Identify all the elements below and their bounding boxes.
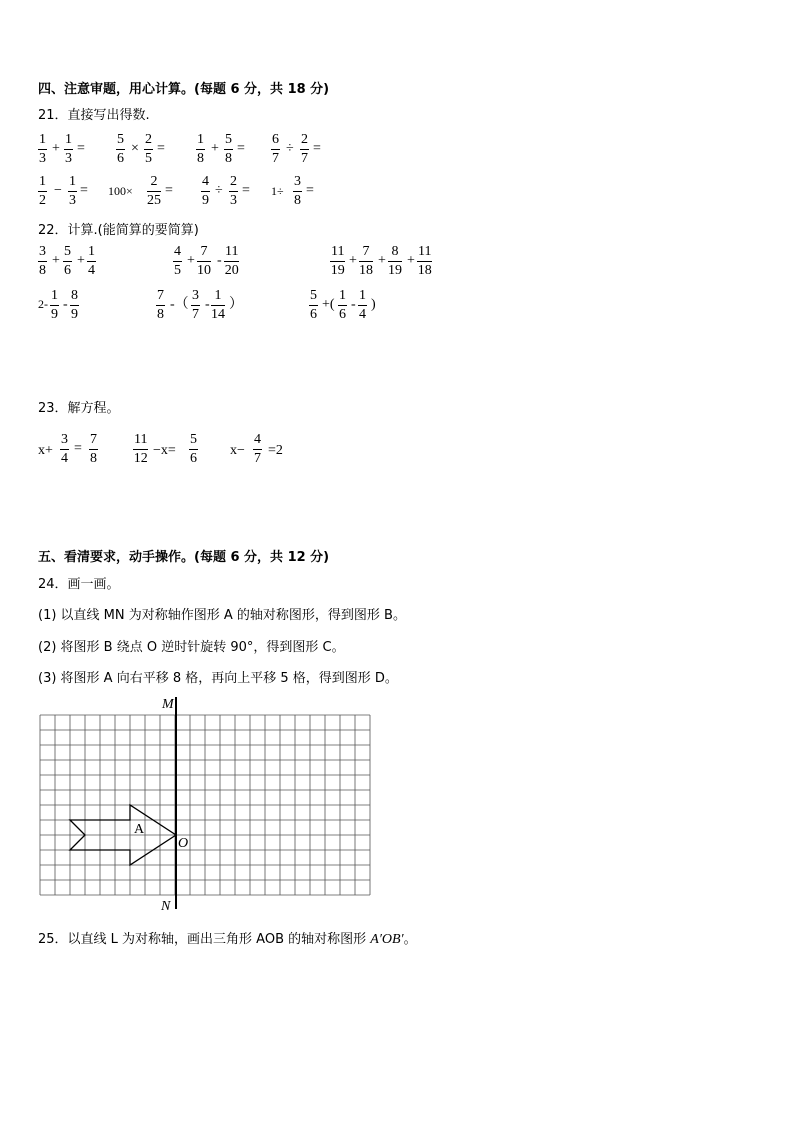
fraction: $\frac{5}{6}$ (64, 244, 71, 278)
fraction: $\frac{4}{5}$ (174, 244, 181, 278)
operator: −x= (153, 443, 176, 458)
fraction: $\frac{3}{4}$ (61, 432, 68, 466)
operator: ÷ (286, 141, 294, 156)
operator: + (52, 253, 60, 268)
fraction: $\frac{4}{7}$ (254, 432, 261, 466)
q21-title: 21．直接写出得数. (38, 108, 150, 123)
fraction: $\frac{7}{8}$ (90, 432, 97, 466)
q24-title: 24．画一画。 (38, 577, 120, 592)
equals: = (77, 141, 85, 156)
operator: + (77, 253, 85, 268)
close-paren: ) (371, 297, 376, 312)
fraction: $\frac{4}{9}$ (202, 174, 209, 208)
fraction: $\frac{5}{8}$ (225, 132, 232, 166)
operator: + (378, 253, 386, 268)
operator: + (349, 253, 357, 268)
q24-step-2: (2) 将图形 B 绕点 O 逆时针旋转 90°，得到图形 C。 (38, 640, 345, 655)
operator: -（ (170, 297, 189, 312)
q25-end: 。 (403, 932, 417, 947)
fraction: $\frac{5}{6}$ (310, 288, 317, 322)
fraction: $\frac{1}{3}$ (69, 174, 76, 208)
fraction: $\frac{3}{8}$ (39, 244, 46, 278)
operator: ÷ (215, 183, 223, 198)
fraction: $\frac{1}{9}$ (51, 288, 58, 322)
equals: = (74, 441, 82, 456)
fraction: $\frac{8}{19}$ (388, 244, 402, 278)
operator: - (63, 297, 68, 312)
label-m: M (162, 697, 174, 712)
q24-step-3: (3) 将图形 A 向右平移 8 格，再向上平移 5 格，得到图形 D。 (38, 671, 398, 686)
label-a: A (134, 822, 145, 837)
fraction: $\frac{5}{6}$ (117, 132, 124, 166)
operator: + (52, 141, 60, 156)
fraction: $\frac{6}{7}$ (272, 132, 279, 166)
close-paren: ） (229, 297, 243, 312)
equals: = (313, 141, 321, 156)
fraction: $\frac{3}{7}$ (192, 288, 199, 322)
fraction: $\frac{8}{9}$ (71, 288, 78, 322)
prefix: 100× (108, 184, 133, 198)
label-n: N (161, 899, 171, 914)
operator: - (217, 253, 222, 268)
fraction: $\frac{2}{5}$ (145, 132, 152, 166)
fraction: $\frac{1}{2}$ (39, 174, 46, 208)
square-grid (40, 715, 370, 895)
equals: = (157, 141, 165, 156)
fraction: $\frac{11}{18}$ (417, 244, 432, 278)
equals: =2 (268, 443, 283, 458)
operator: +( (322, 297, 335, 312)
fraction: $\frac{5}{6}$ (190, 432, 197, 466)
q25-title: 25．以直线 L 为对称轴，画出三角形 AOB 的轴对称图形 (38, 932, 367, 947)
equals: = (165, 183, 173, 198)
equals: = (306, 183, 314, 198)
fraction: $\frac{1}{3}$ (39, 132, 46, 166)
prefix: x+ (38, 443, 53, 458)
fraction: $\frac{1}{6}$ (339, 288, 346, 322)
fraction: $\frac{11}{12}$ (133, 432, 148, 466)
prefix: 2- (38, 297, 48, 311)
q24-step-1: (1) 以直线 MN 为对称轴作图形 A 的轴对称图形，得到图形 B。 (38, 608, 406, 623)
q25-text (38, 928, 417, 948)
operator: + (211, 141, 219, 156)
fraction: $\frac{7}{8}$ (157, 288, 164, 322)
fraction: $\frac{2}{7}$ (301, 132, 308, 166)
q22-title: 22．计算.(能简算的要简算) (38, 223, 199, 238)
fraction: $\frac{1}{4}$ (88, 244, 95, 278)
q23-title: 23．解方程。 (38, 401, 120, 416)
fraction: $\frac{7}{18}$ (359, 244, 373, 278)
equals: = (242, 183, 250, 198)
operator: − (54, 183, 62, 198)
equals: = (80, 183, 88, 198)
fraction: $\frac{1}{3}$ (65, 132, 72, 166)
fraction: $\frac{1}{14}$ (211, 288, 225, 322)
fraction: $\frac{3}{8}$ (294, 174, 301, 208)
fraction: $\frac{1}{4}$ (359, 288, 366, 322)
fraction: $\frac{11}{19}$ (330, 244, 345, 278)
prefix: 1÷ (271, 184, 284, 198)
fraction: $\frac{2}{25}$ (147, 174, 161, 208)
operator: - (205, 297, 210, 312)
label-o: O (178, 836, 189, 851)
section4-heading: 四、注意审题，用心计算。(每题 6 分，共 18 分) (38, 82, 330, 97)
operator: × (131, 141, 139, 156)
operator: + (187, 253, 195, 268)
operator: - (351, 297, 356, 312)
fraction: $\frac{1}{8}$ (197, 132, 204, 166)
prefix: x− (230, 443, 245, 458)
q25-target-figure: A′OB′ (370, 932, 404, 947)
fraction: $\frac{7}{10}$ (197, 244, 211, 278)
fraction: $\frac{2}{3}$ (230, 174, 237, 208)
section5-heading: 五、看清要求，动手操作。(每题 6 分，共 12 分) (38, 550, 330, 565)
operator: + (407, 253, 415, 268)
equals: = (237, 141, 245, 156)
fraction: $\frac{11}{20}$ (224, 244, 239, 278)
